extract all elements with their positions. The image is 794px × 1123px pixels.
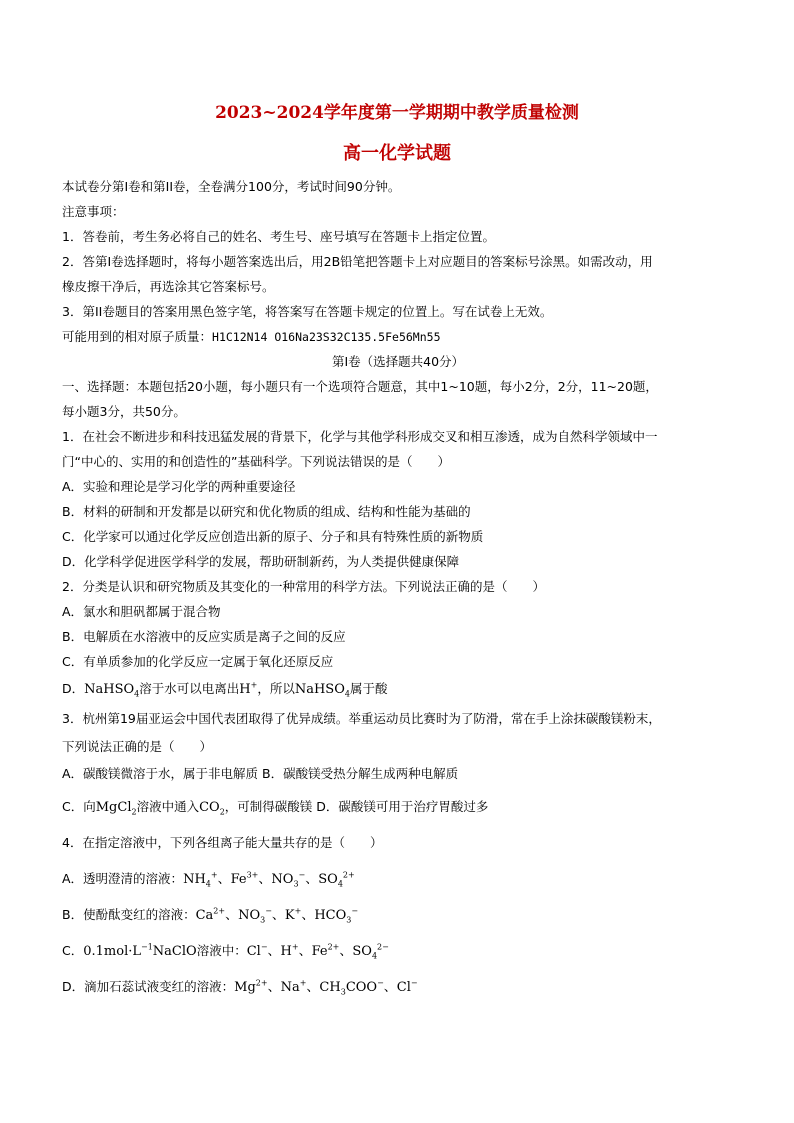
notice-item-2-cont: 橡皮擦干净后，再选涂其它答案标号。 [62,279,275,294]
q2-stem: 2．分类是认识和研究物质及其变化的一种常用的科学方法。下列说法正确的是（ ） [62,579,545,594]
option-text: B．使酚酞变红的溶液： [62,907,196,922]
option-text: 溶于水可以电离出 [139,681,240,696]
q2-option-a: A．氯水和胆矾都属于混合物 [62,604,221,619]
option-text: 溶液中： [196,943,247,958]
section-title: 第I卷（选择题共40分） [331,354,465,369]
q3-options-ab: A．碳酸镁微溶于水，属于非电解质 B．碳酸镁受热分解生成两种电解质 [62,766,459,781]
exam-subtitle: 高一化学试题 [343,143,451,164]
q4-option-c [62,933,734,969]
notice-item-1: 1．答卷前，考生务必将自己的姓名、考生号、座号填写在答题卡上指定位置。 [62,229,495,244]
q1-stem: 1．在社会不断进步和科技迅猛发展的背景下，化学与其他学科形成交叉和相互渗透，成为自然科学领域中一 [62,429,658,444]
atomic-mass-values: H1C12N14 O16Na23S32C135.5Fe56Mn55 [212,330,441,344]
section-desc: 一、选择题：本题包括20小题，每小题只有一个选项符合题意，其中1~10题，每小2分，2分，11~20题， [62,379,658,394]
q4-option-a [62,861,734,897]
notice-item-3: 3．第II卷题目的答案用黑色签字笔，将答案写在答题卡规定的位置上。写在试卷上无效。 [62,304,553,319]
section-desc-cont: 每小题3分，共50分。 [62,404,186,419]
formula-nahso4: NaHSO$_4$ [294,682,350,699]
exam-body [62,174,734,1005]
option-letter: D． [62,681,85,696]
intro-line: 本试卷分第I卷和第II卷，全卷满分100分，考试时间90分钟。 [62,179,401,194]
q1-stem-cont: 门“中心的、实用的和创造性的”基础科学。下列说法错误的是（ ） [62,454,450,469]
q1-option-c: C．化学家可以通过化学反应创造出新的原子、分子和具有特殊性质的新物质 [62,529,484,544]
ion-list: $NH_4^+$、$Fe^{3+}$、$NO_3^-$、$SO_4^{2+}$ [183,870,355,889]
ion-list: $Ca^{2+}$、$NO_3^-$、K+、$HCO_3^-$ [195,906,359,925]
option-text: 属于酸 [349,681,388,696]
ion-list: $Mg^{2+}$、Na+、$CH_3COO^-$、Cl− [234,978,418,997]
notice-heading: 注意事项： [62,204,125,219]
q2-option-b: B．电解质在水溶液中的反应实质是离子之间的反应 [62,629,346,644]
q3-stem-cont: 下列说法正确的是（ ） [62,739,213,754]
exam-title: 2023~2024学年度第一学期期中教学质量检测 [215,103,579,123]
q4-option-b [62,897,734,933]
option-text: ，可制得碳酸镁 D．碳酸镁可用于治疗胃酸过多 [224,799,489,814]
formula-co2: $CO_2$ [199,800,225,817]
notice-item-2: 2．答第I卷选择题时，将每小题答案选出后，用2B铅笔把答题卡上对应题目的答案标号涂黑。如需改动，用 [62,254,653,269]
q3-options-cd [62,789,734,825]
formula-h-ion: H+ [239,680,258,697]
q4-stem: 4．在指定溶液中，下列各组离子能大量共存的是（ ） [62,835,383,850]
option-text: C．向 [62,799,96,814]
q2-option-d [62,674,734,704]
q4-option-d [62,969,734,1005]
q3-stem: 3．杭州第19届亚运会中国代表团取得了优异成绩。举重运动员比赛时为了防滑，常在手上涂抹碳酸镁粉末， [62,711,661,726]
concentration: $0.1mol\cdot L^{-1}NaClO$ [83,942,197,959]
formula-mgcl2: MgCl$_2$ [95,800,137,817]
option-text: A．透明澄清的溶液： [62,871,184,886]
option-text: C． [62,943,84,958]
q1-option-b: B．材料的研制和开发都是以研究和优化物质的组成、结构和性能为基础的 [62,504,471,519]
q1-option-d: D．化学科学促进医学科学的发展，帮助研制新药，为人类提供健康保障 [62,554,460,569]
option-text: ，所以 [257,681,295,696]
formula-nahso4: NaHSO$_4$ [84,682,140,699]
ion-list: Cl−、H+、$Fe^{2+}$、$SO_4^{2-}$ [246,942,389,961]
atomic-mass-line [62,324,734,349]
option-text: 溶液中通入 [136,799,200,814]
option-text: D．滴加石蕊试液变红的溶液： [62,979,235,994]
atomic-mass-label: 可能用到的相对原子质量： [62,329,213,344]
q1-option-a: A．实验和理论是学习化学的两种重要途径 [62,479,296,494]
q2-option-c: C．有单质参加的化学反应一定属于氧化还原反应 [62,654,334,669]
